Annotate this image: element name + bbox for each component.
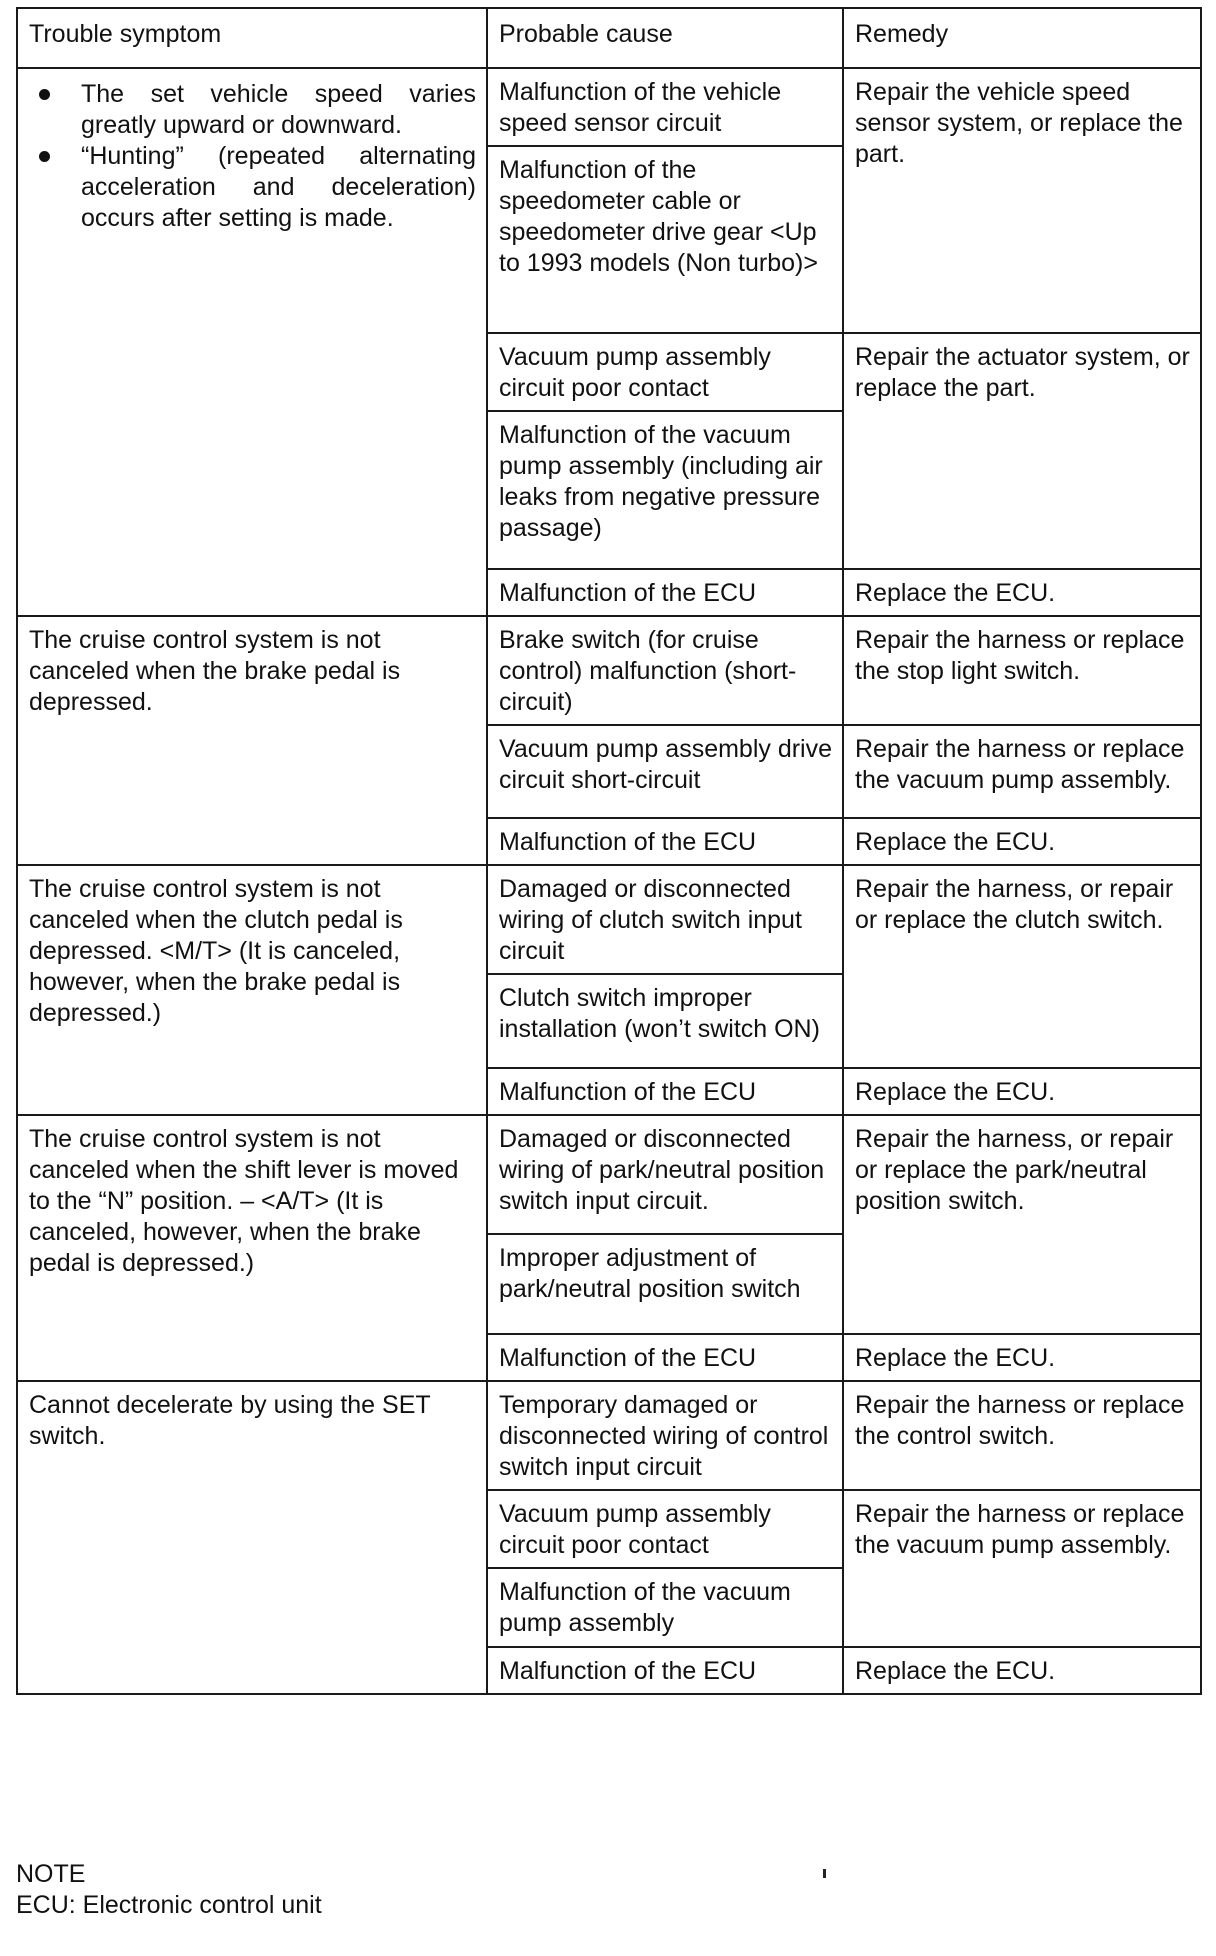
- cause-cell: Clutch switch improper installation (won’t switch ON): [487, 974, 843, 1068]
- header-row: [17, 8, 1201, 68]
- cause-cell: Malfunction of the vehicle speed sensor circuit: [487, 68, 843, 146]
- note-block: [16, 1859, 322, 1921]
- remedy-cell: Repair the harness, or repair or replace the park/neutral position switch.: [843, 1115, 1201, 1334]
- cause-cell: Malfunction of the vacuum pump assembly: [487, 1568, 843, 1647]
- remedy-cell: Replace the ECU.: [843, 1647, 1201, 1694]
- cause-cell: Malfunction of the ECU: [487, 569, 843, 616]
- troubleshooting-table: [16, 7, 1202, 1695]
- cause-cell: Malfunction of the ECU: [487, 1068, 843, 1115]
- remedy-cell: Replace the ECU.: [843, 1068, 1201, 1115]
- symptom-cell: The cruise control system is not canceled when the clutch pedal is depressed. <M/T> (It is canceled, however, when the brake pedal is depressed.): [17, 865, 487, 1115]
- remedy-cell: Repair the actuator system, or replace the part.: [843, 333, 1201, 569]
- remedy-cell: Repair the harness or replace the vacuum pump assembly.: [843, 725, 1201, 818]
- troubleshooting-sheet: [16, 7, 1200, 1695]
- symptom-cell: [17, 68, 487, 616]
- cause-cell: Improper adjustment of park/neutral position switch: [487, 1234, 843, 1334]
- cause-cell: Temporary damaged or disconnected wiring of control switch input circuit: [487, 1381, 843, 1490]
- cause-cell: Vacuum pump assembly circuit poor contact: [487, 333, 843, 411]
- table-row: [17, 865, 1201, 974]
- symptom-bullet: The set vehicle speed varies greatly upward or downward.: [29, 79, 476, 141]
- bullet-icon: [39, 89, 50, 100]
- symptom-cell: Cannot decelerate by using the SET switch.: [17, 1381, 487, 1694]
- header-probable-cause: Probable cause: [487, 8, 843, 68]
- table-row: [17, 616, 1201, 725]
- remedy-cell: Replace the ECU.: [843, 569, 1201, 616]
- symptom-bullet: “Hunting” (repeated alternating acceleration and deceleration) occurs after setting is made.: [29, 141, 476, 234]
- remedy-cell: Replace the ECU.: [843, 1334, 1201, 1381]
- note-title: NOTE: [16, 1860, 86, 1888]
- header-remedy: Remedy: [843, 8, 1201, 68]
- cause-cell: Malfunction of the vacuum pump assembly (including air leaks from negative pressure passage): [487, 411, 843, 569]
- table-row: [17, 68, 1201, 146]
- note-text: ECU: Electronic control unit: [16, 1891, 322, 1919]
- cause-cell: Malfunction of the ECU: [487, 1334, 843, 1381]
- cause-cell: Vacuum pump assembly drive circuit short-circuit: [487, 725, 843, 818]
- header-trouble-symptom: Trouble symptom: [17, 8, 487, 68]
- cause-cell: Malfunction of the ECU: [487, 1647, 843, 1694]
- cause-cell: Damaged or disconnected wiring of park/neutral position switch input circuit.: [487, 1115, 843, 1234]
- remedy-cell: Repair the harness, or repair or replace the clutch switch.: [843, 865, 1201, 1068]
- remedy-cell: Repair the harness or replace the control switch.: [843, 1381, 1201, 1490]
- symptom-bullet-list: [29, 79, 476, 234]
- cause-cell: Brake switch (for cruise control) malfunction (short-circuit): [487, 616, 843, 725]
- remedy-cell: Repair the harness or replace the stop light switch.: [843, 616, 1201, 725]
- remedy-cell: Repair the vehicle speed sensor system, or replace the part.: [843, 68, 1201, 333]
- remedy-cell: Repair the harness or replace the vacuum pump assembly.: [843, 1490, 1201, 1647]
- cause-cell: Vacuum pump assembly circuit poor contact: [487, 1490, 843, 1568]
- bullet-icon: [39, 151, 50, 162]
- cause-cell: Damaged or disconnected wiring of clutch switch input circuit: [487, 865, 843, 974]
- remedy-cell: Replace the ECU.: [843, 818, 1201, 865]
- symptom-cell: The cruise control system is not canceled when the shift lever is moved to the “N” position. – <A/T> (It is canceled, however, when the brake pedal is depressed.): [17, 1115, 487, 1381]
- cause-cell: Malfunction of the speedometer cable or speedometer drive gear <Up to 1993 models (Non turbo)>: [487, 146, 843, 333]
- table-row: [17, 1381, 1201, 1490]
- cause-cell: Malfunction of the ECU: [487, 818, 843, 865]
- table-row: [17, 1115, 1201, 1234]
- symptom-cell: The cruise control system is not canceled when the brake pedal is depressed.: [17, 616, 487, 865]
- scan-artifact-mark: [823, 1869, 826, 1878]
